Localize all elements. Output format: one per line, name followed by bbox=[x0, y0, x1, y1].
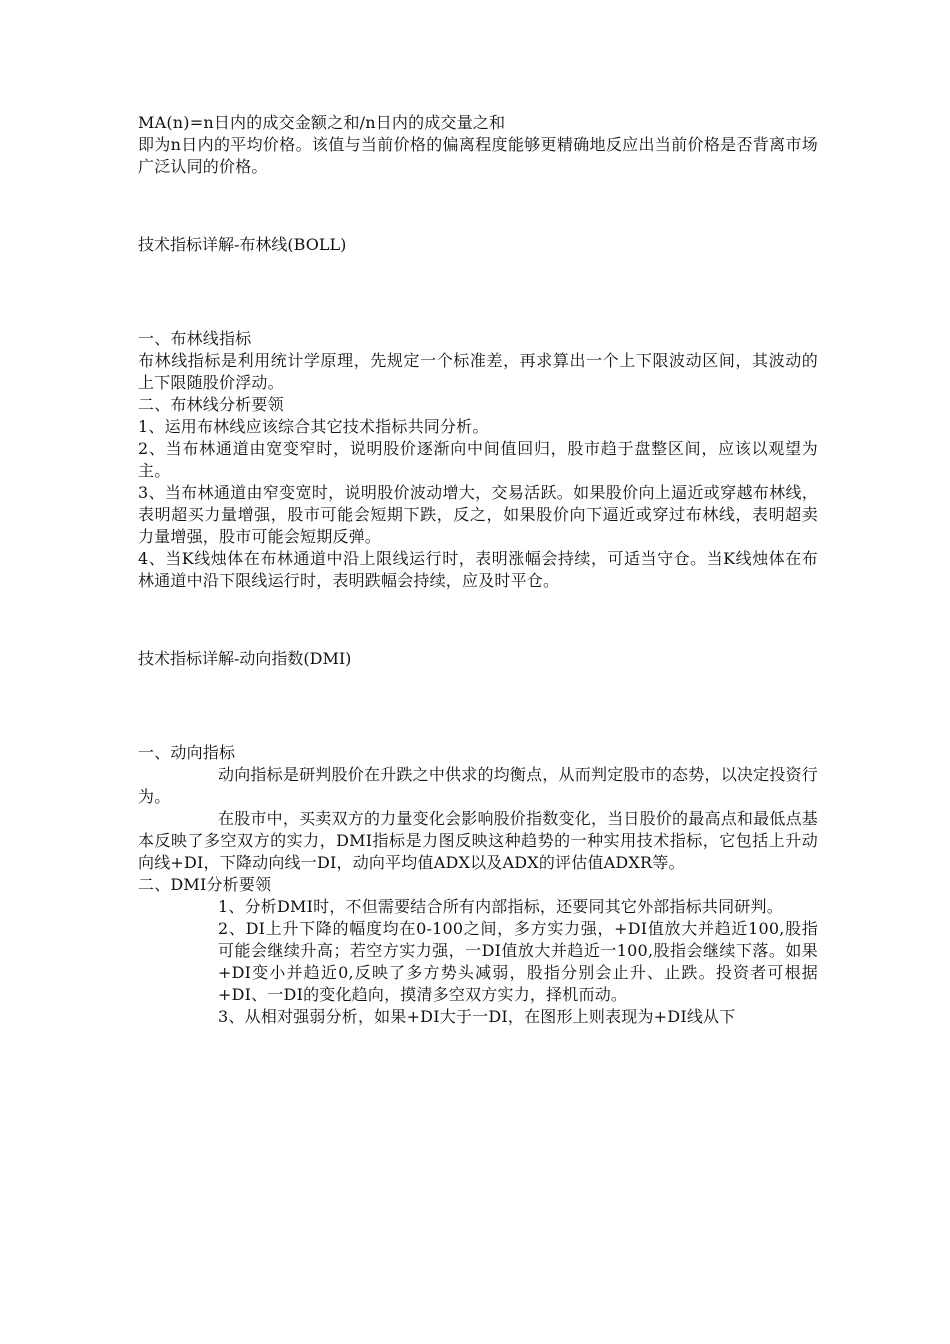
dmi-point-1: 1、分析DMI时，不但需要结合所有内部指标，还要同其它外部指标共同研判。 bbox=[218, 897, 783, 916]
dmi-paragraph-2: 在股市中，买卖双方的力量变化会影响股价指数变化，当日股价的最高点和最低点基本反映了多空双方的实力，DMI指标是力图反映这种趋势的一种实用技术指标，它包括上升动向线+DI，下降动向线一DI，动向平均值ADX以及ADX的评估值ADXR等。 bbox=[138, 809, 818, 872]
boll-point-2: 2、当布林通道由宽变窄时，说明股价逐渐向中间值回归，股市趋于盘整区间，应该以观望为主。 bbox=[138, 439, 818, 480]
boll-point-1: 1、运用布林线应该综合其它技术指标共同分析。 bbox=[138, 417, 489, 436]
dmi-point-2: 2、DI上升下降的幅度均在0-100之间，多方实力强，+DI值放大并趋近100,股指可能会继续升高；若空方实力强，一DI值放大并趋近一100,股指会继续下落。如果+DI变小并趋近0,反映了多方势头减弱，股指分别会止升、止跌。投资者可根据+DI、一DI的变化趋向，摸清多空双方实力，择机而动。 bbox=[218, 919, 818, 1004]
boll-section1-title: 一、布林线指标 bbox=[138, 329, 252, 348]
boll-point-3: 3、当布林通道由窄变宽时，说明股价波动增大，交易活跃。如果股价向上逼近或穿越布林线，表明超买力量增强，股市可能会短期下跌，反之，如果股价向下逼近或穿过布林线，表明超卖力量增强，股市可能会短期反弹。 bbox=[138, 483, 818, 546]
dmi-section1-title: 一、动向指标 bbox=[138, 743, 236, 762]
boll-heading: 技术指标详解-布林线(BOLL) bbox=[138, 235, 347, 254]
dmi-heading: 技术指标详解-动向指数(DMI) bbox=[138, 649, 352, 668]
dmi-point-3: 3、从相对强弱分析，如果+DI大于一DI，在图形上则表现为+DI线从下 bbox=[218, 1007, 736, 1026]
document-page bbox=[138, 112, 818, 1028]
boll-section2-title: 二、布林线分析要领 bbox=[138, 395, 284, 414]
ma-description: 即为n日内的平均价格。该值与当前价格的偏离程度能够更精确地反应出当前价格是否背离市场广泛认同的价格。 bbox=[138, 135, 818, 176]
ma-formula: MA(n)=n日内的成交金额之和/n日内的成交量之和 bbox=[138, 113, 506, 132]
dmi-section2-title: 二、DMI分析要领 bbox=[138, 875, 272, 894]
dmi-paragraph-1: 动向指标是研判股价在升跌之中供求的均衡点，从而判定股市的态势，以决定投资行为。 bbox=[138, 765, 818, 806]
boll-section1-body: 布林线指标是利用统计学原理，先规定一个标准差，再求算出一个上下限波动区间，其波动的上下限随股价浮动。 bbox=[138, 351, 818, 392]
boll-point-4: 4、当K线烛体在布林通道中沿上限线运行时，表明涨幅会持续，可适当守仓。当K线烛体在布林通道中沿下限线运行时，表明跌幅会持续，应及时平仓。 bbox=[138, 549, 818, 590]
